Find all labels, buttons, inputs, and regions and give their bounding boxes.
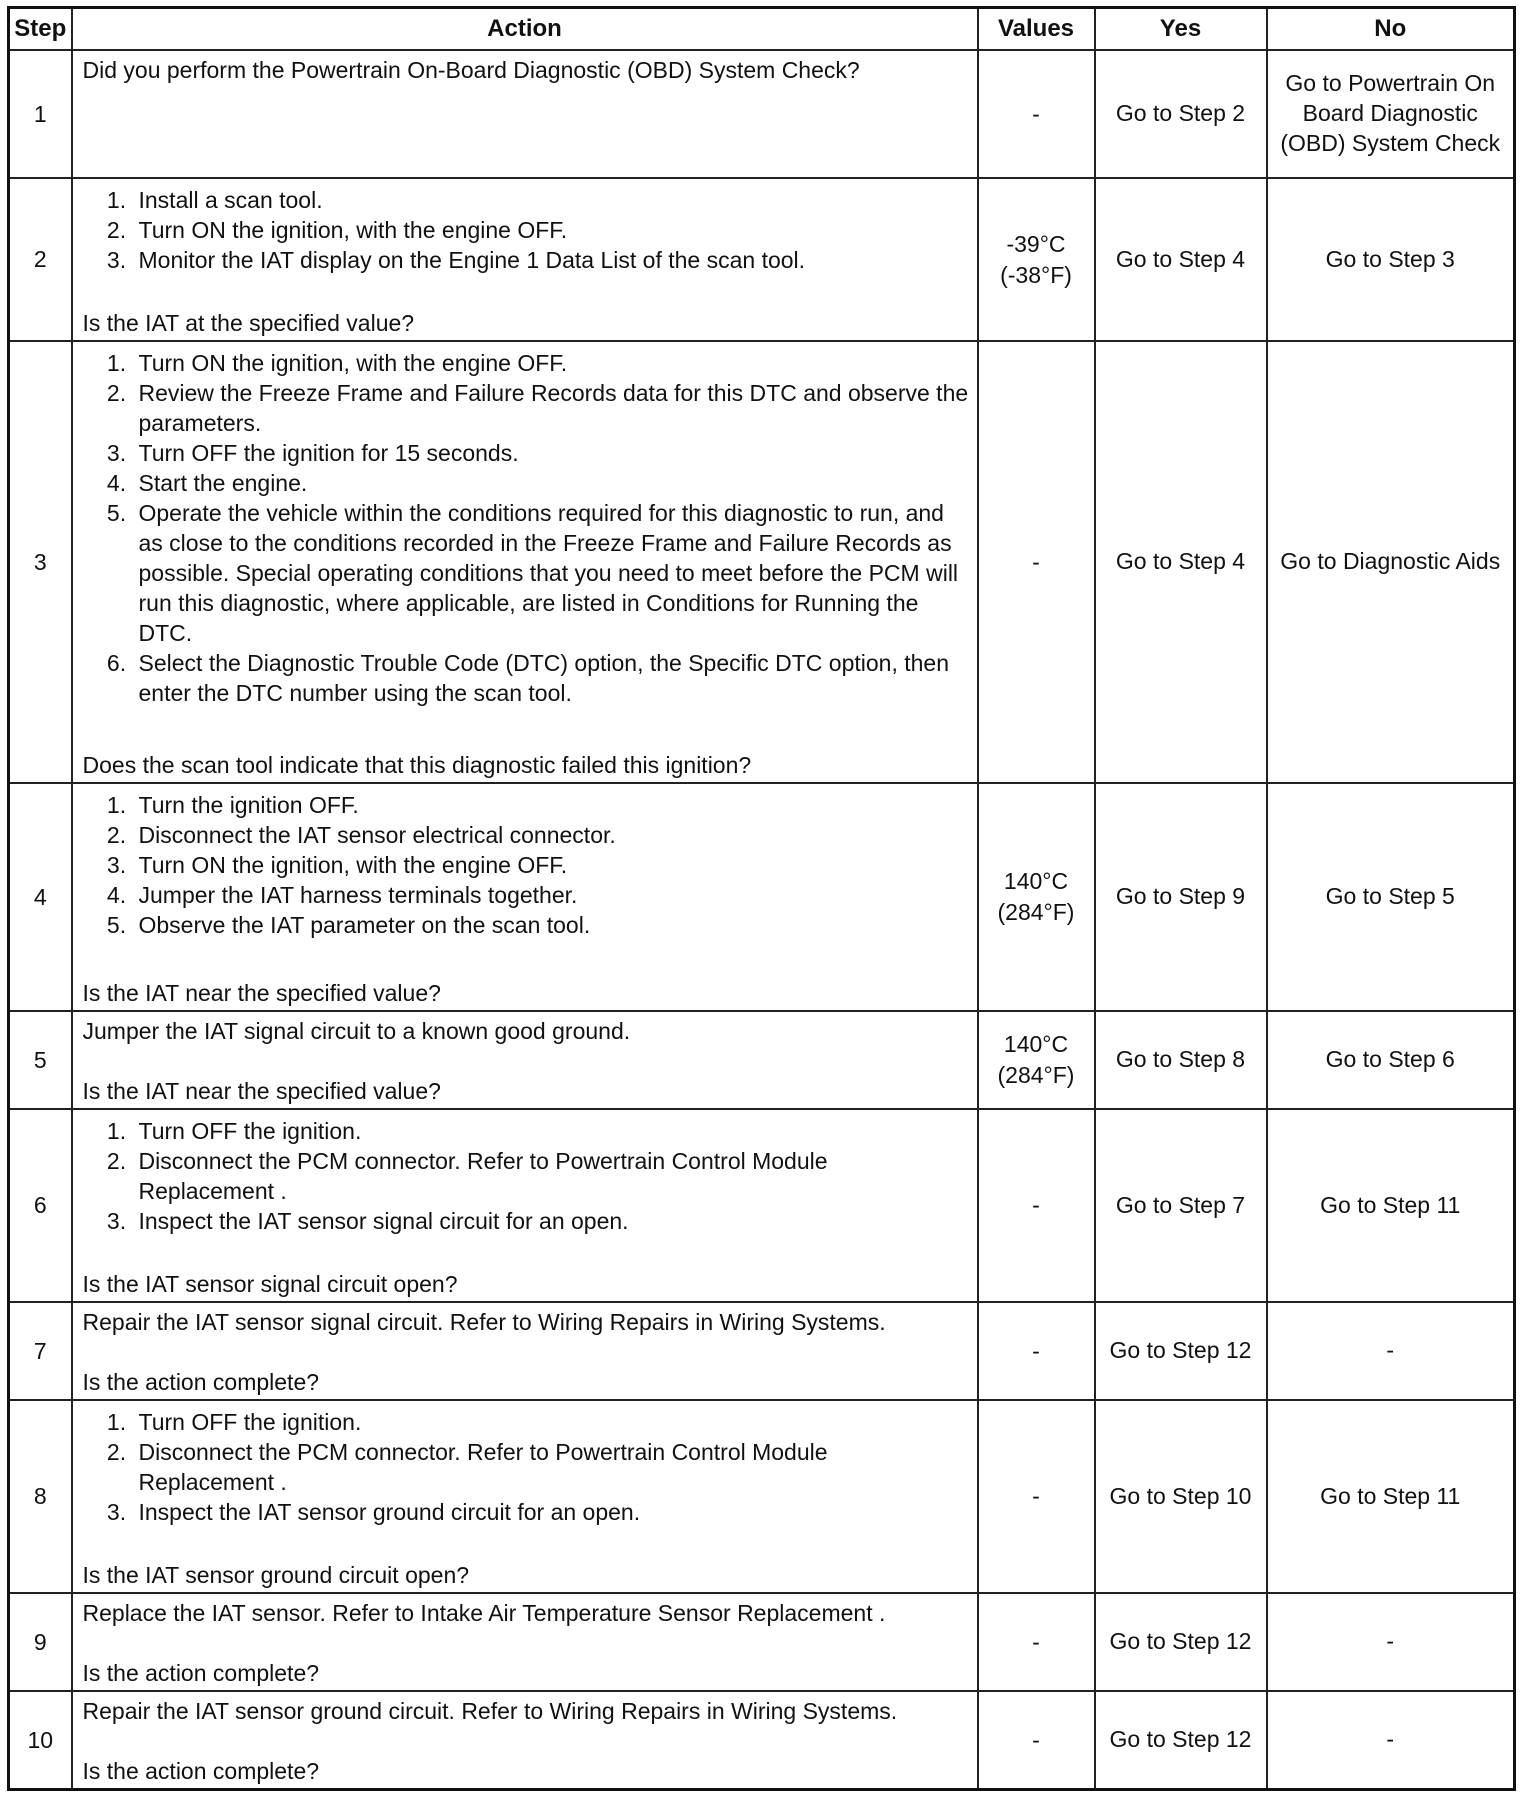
- yes-result: Go to Step 7: [1095, 1109, 1267, 1302]
- specified-value: (284°F): [997, 899, 1075, 925]
- no-result: Go to Step 3: [1267, 178, 1515, 341]
- table-row: [9, 1593, 1515, 1691]
- procedure-list: [83, 1407, 969, 1527]
- no-result: Go to Step 11: [1267, 1400, 1515, 1593]
- yes-result: Go to Step 2: [1095, 50, 1267, 178]
- action-question: Is the IAT at the specified value?: [82, 310, 415, 336]
- yes-result: Go to Step 12: [1095, 1691, 1267, 1790]
- values-cell: [978, 1691, 1095, 1790]
- yes-result: Go to Step 4: [1095, 178, 1267, 341]
- procedure-step: 2. Turn ON the ignition, with the engine OFF.: [133, 215, 969, 245]
- specified-value: -: [1032, 548, 1040, 575]
- action-question: Is the IAT near the specified value?: [82, 980, 441, 1006]
- specified-value: -: [1032, 1628, 1040, 1655]
- values-cell: [978, 1593, 1095, 1691]
- procedure-step: 4. Start the engine.: [133, 468, 969, 498]
- action-cell: [72, 1302, 978, 1400]
- step-number: 5: [9, 1011, 72, 1109]
- table-row: [9, 1400, 1515, 1593]
- action-cell: [72, 1593, 978, 1691]
- table-row: [9, 50, 1515, 178]
- values-cell: [978, 178, 1095, 341]
- no-result: Go to Powertrain On Board Diagnostic (OBD) System Check: [1267, 50, 1515, 178]
- procedure-step: 1. Turn ON the ignition, with the engine OFF.: [133, 348, 969, 378]
- no-result: -: [1267, 1302, 1515, 1400]
- header-yes: Yes: [1095, 8, 1267, 51]
- no-result: -: [1267, 1691, 1515, 1790]
- procedure-step: 2. Review the Freeze Frame and Failure Records data for this DTC and observe the parameters.: [133, 378, 969, 438]
- yes-result: Go to Step 10: [1095, 1400, 1267, 1593]
- specified-value: -: [1032, 100, 1040, 127]
- header-no: No: [1267, 8, 1515, 51]
- step-number: 1: [9, 50, 72, 178]
- procedure-step: 2. Disconnect the IAT sensor electrical connector.: [133, 820, 969, 850]
- step-number: 3: [9, 341, 72, 783]
- procedure-step: 3. Turn ON the ignition, with the engine OFF.: [133, 850, 969, 880]
- action-question: Is the IAT near the specified value?: [82, 1078, 441, 1104]
- table-row: [9, 341, 1515, 783]
- procedure-step: 6. Select the Diagnostic Trouble Code (DTC) option, the Specific DTC option, then enter the DTC number using the scan tool.: [133, 648, 969, 708]
- specified-value: 140°C: [1003, 1031, 1069, 1057]
- header-step: Step: [9, 8, 72, 51]
- no-result: -: [1267, 1593, 1515, 1691]
- action-cell: [72, 341, 978, 783]
- procedure-step: 5. Operate the vehicle within the conditions required for this diagnostic to run, and as close to the conditions recorded in the Freeze Frame and Failure Records as possible. Special operating conditions that you need to meet before the PCM will run this diagnostic, where applicable, are listed in Conditions for Running the DTC.: [133, 498, 969, 648]
- procedure-step: 2. Disconnect the PCM connector. Refer to Powertrain Control Module Replacement .: [133, 1437, 969, 1497]
- step-number: 4: [9, 783, 72, 1011]
- procedure-step: 1. Turn OFF the ignition.: [133, 1407, 969, 1437]
- procedure-list: [83, 185, 969, 275]
- values-cell: [978, 783, 1095, 1011]
- header-row: [9, 8, 1515, 51]
- procedure-step: 1. Install a scan tool.: [133, 185, 969, 215]
- action-instruction: Did you perform the Powertrain On-Board Diagnostic (OBD) System Check?: [82, 57, 860, 83]
- table-row: [9, 1691, 1515, 1790]
- header-action: Action: [72, 8, 978, 51]
- procedure-list: [83, 348, 969, 708]
- values-cell: [978, 50, 1095, 178]
- specified-value: -: [1032, 1192, 1040, 1218]
- values-cell: [978, 1011, 1095, 1109]
- specified-value: -: [1032, 1483, 1040, 1509]
- table-row: [9, 783, 1515, 1011]
- values-cell: [978, 1400, 1095, 1593]
- table-row: [9, 1302, 1515, 1400]
- step-number: 10: [9, 1691, 72, 1790]
- header-values: Values: [978, 8, 1095, 51]
- action-instruction: Repair the IAT sensor ground circuit. Refer to Wiring Repairs in Wiring Systems.: [82, 1698, 898, 1724]
- specified-value: (284°F): [997, 1062, 1075, 1088]
- action-question: Is the IAT sensor ground circuit open?: [82, 1562, 470, 1588]
- yes-result: Go to Step 8: [1095, 1011, 1267, 1109]
- no-result: Go to Step 11: [1267, 1109, 1515, 1302]
- values-cell: [978, 1302, 1095, 1400]
- yes-result: Go to Step 12: [1095, 1593, 1267, 1691]
- action-cell: [72, 1011, 978, 1109]
- step-number: 9: [9, 1593, 72, 1691]
- procedure-step: 3. Monitor the IAT display on the Engine 1 Data List of the scan tool.: [133, 245, 969, 275]
- action-cell: [72, 783, 978, 1011]
- table-row: [9, 1109, 1515, 1302]
- action-question: Is the action complete?: [82, 1369, 320, 1395]
- procedure-step: 5. Observe the IAT parameter on the scan tool.: [133, 910, 969, 940]
- specified-value: 140°C: [1003, 868, 1069, 894]
- procedure-step: 3. Inspect the IAT sensor signal circuit for an open.: [133, 1206, 969, 1236]
- action-question: Is the action complete?: [82, 1660, 320, 1686]
- values-cell: [978, 341, 1095, 783]
- action-instruction: Jumper the IAT signal circuit to a known good ground.: [82, 1018, 631, 1044]
- procedure-step: 2. Disconnect the PCM connector. Refer to Powertrain Control Module Replacement .: [133, 1146, 969, 1206]
- procedure-step: 4. Jumper the IAT harness terminals together.: [133, 880, 969, 910]
- action-cell: [72, 50, 978, 178]
- table-row: [9, 1011, 1515, 1109]
- action-instruction: Repair the IAT sensor signal circuit. Refer to Wiring Repairs in Wiring Systems.: [82, 1309, 886, 1335]
- action-instruction: Replace the IAT sensor. Refer to Intake Air Temperature Sensor Replacement .: [82, 1600, 886, 1626]
- yes-result: Go to Step 4: [1095, 341, 1267, 783]
- specified-value: (-38°F): [1000, 261, 1072, 288]
- procedure-step: 3. Inspect the IAT sensor ground circuit for an open.: [133, 1497, 969, 1527]
- no-result: Go to Step 5: [1267, 783, 1515, 1011]
- action-question: Is the action complete?: [82, 1758, 320, 1784]
- action-cell: [72, 1400, 978, 1593]
- action-cell: [72, 1109, 978, 1302]
- table-body: [9, 50, 1515, 1790]
- step-number: 8: [9, 1400, 72, 1593]
- yes-result: Go to Step 12: [1095, 1302, 1267, 1400]
- specified-value: -39°C: [1006, 230, 1066, 257]
- yes-result: Go to Step 9: [1095, 783, 1267, 1011]
- procedure-list: [83, 1116, 969, 1236]
- action-cell: [72, 178, 978, 341]
- no-result: Go to Diagnostic Aids: [1267, 341, 1515, 783]
- procedure-step: 1. Turn the ignition OFF.: [133, 790, 969, 820]
- values-cell: [978, 1109, 1095, 1302]
- procedure-step: 3. Turn OFF the ignition for 15 seconds.: [133, 438, 969, 468]
- diagnostic-table: [7, 6, 1516, 1791]
- no-result: Go to Step 6: [1267, 1011, 1515, 1109]
- step-number: 6: [9, 1109, 72, 1302]
- action-question: Does the scan tool indicate that this diagnostic failed this ignition?: [82, 752, 752, 778]
- action-cell: [72, 1691, 978, 1790]
- specified-value: -: [1032, 1726, 1040, 1753]
- action-question: Is the IAT sensor signal circuit open?: [82, 1271, 458, 1297]
- step-number: 7: [9, 1302, 72, 1400]
- step-number: 2: [9, 178, 72, 341]
- specified-value: -: [1032, 1337, 1040, 1364]
- procedure-step: 1. Turn OFF the ignition.: [133, 1116, 969, 1146]
- table-row: [9, 178, 1515, 341]
- procedure-list: [83, 790, 969, 940]
